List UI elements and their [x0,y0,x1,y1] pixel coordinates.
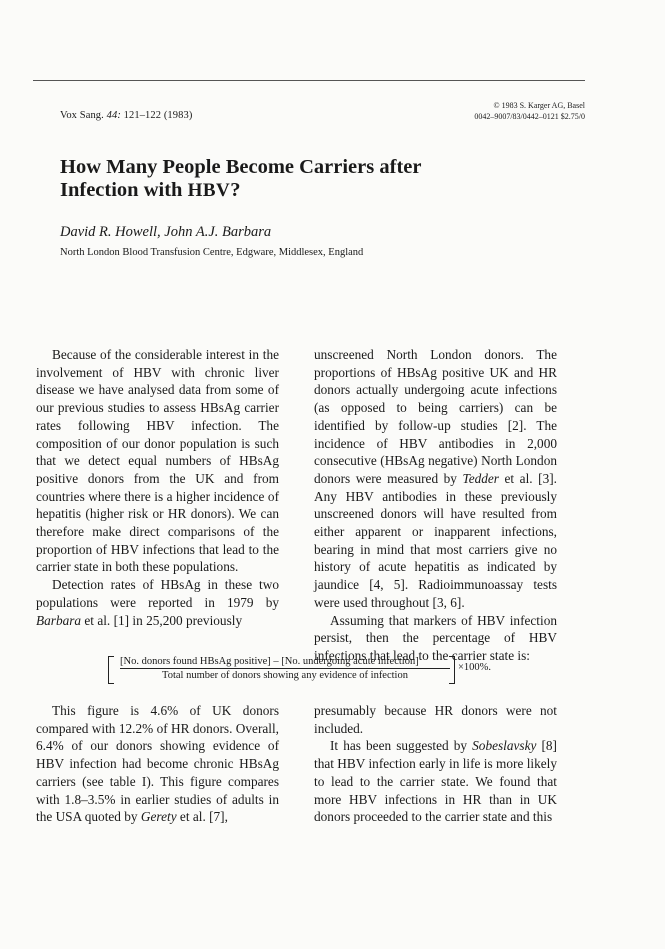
body-column-left-bottom [36,702,279,826]
title-line-2-prefix: Infection with [60,179,183,201]
carried-paragraph: presumably because HR donors were not included. [314,703,557,736]
issn-line: 0042–9007/83/0442–0121 $2.75/0 [474,112,585,121]
paragraph-intro: Because of the considerable interest in the involvement of HBV with chronic liver disease we have analysed data from some of our previous studies to assess HBsAg carrier rates following HBV infection. The composition of our donor population is such that we detect equal numbers of HBsAg positive donors from the UK and from countries where there is a higher incidence of hepatitis (higher risk or HR donors). We can therefore make direct comparisons of the proportion of HBV infections that lead to the carrier state in both these populations. [36,347,279,575]
article-title [60,156,500,202]
body-column-right-bottom [314,702,557,826]
affiliation: North London Blood Transfusion Centre, Edgware, Middlesex, England [60,247,364,258]
formula-bracket-left [108,656,114,684]
copyright-notice [474,100,585,122]
journal-citation [60,110,192,121]
carried-text: unscreened North London donors. The proportions of HBsAg positive UK and HR donors actually undergoing acute infections (as opposed to being carriers) can be identified by follow-up studies [2]. The incidence of HBV antibodies in 2,000 consecutive (HBsAg negative) North London donors were measured by [314,347,557,486]
authors: David R. Howell, John A.J. Barbara [60,224,272,240]
formula-multiplier: ×100%. [458,662,492,673]
title-question-mark: ? [230,179,241,201]
author-ref-tedder: Tedder [462,470,499,486]
body-column-left-top [36,346,279,629]
paragraph-detection: Detection rates of HBsAg in these two populations were reported in 1979 by Barbara et al. [1] in 25,200 previously [36,577,279,628]
journal-volume: 44: [106,110,121,121]
author-ref-sobeslavsky: Sobeslavsky [472,738,537,754]
formula-bracket-right [449,656,455,684]
author-ref-gerety: Gerety [140,809,177,825]
body-column-right-top [314,346,557,665]
journal-name: Vox Sang. [60,110,104,121]
formula-numerator: [No. donors found HBsAg positive] – [No. undergoing acute infection] [120,656,450,669]
copyright-line: © 1983 S. Karger AG, Basel [493,101,585,110]
paragraph-sobeslavsky: It has been suggested by Sobeslavsky [8] that HBV infection early in life is more likely to lead to the carrier state. We found that more HBV infections in HR than in UK donors proceeded to the carrier state and this [314,738,557,825]
header-rule [33,80,585,81]
paragraph-detection-cont: unscreened North London donors. The proportions of HBsAg positive UK and HR donors actually undergoing acute infections (as opposed to being carriers) can be identified by follow-up studies [2]. The incidence of HBV antibodies in 2,000 consecutive (HBsAg negative) North London donors were measured by Tedder et al. [3]. Any HBV antibodies in these previously unscreened donors will have resulted from either apparent or inapparent infections, bearing in mind that most carriers give no history of acute hepatitis as indicated by jaundice [4, 5]. Radioimmunoassay tests were used throughout [3, 6]. [314,347,557,610]
formula-denominator: Total number of donors showing any evidence of infection [162,670,408,681]
title-hbv: HBV [187,180,231,201]
paragraph-assumption: Assuming that markers of HBV infection persist, then the percentage of HBV infections that lead to the carrier state is: [314,612,557,663]
journal-pages-year: 121–122 (1983) [123,110,193,121]
paragraph-results: This figure is 4.6% of UK donors compared with 12.2% of HR donors. Overall, 6.4% of our donors showing evidence of HBV infection had become chronic HBsAg carriers (see table I). This figure compares with 1.8–3.5% in earlier studies of adults in the USA quoted by Gerety et al. [7], [36,703,279,825]
author-ref-barbara: Barbara [36,612,82,628]
title-line-1: How Many People Become Carriers after [60,156,422,178]
